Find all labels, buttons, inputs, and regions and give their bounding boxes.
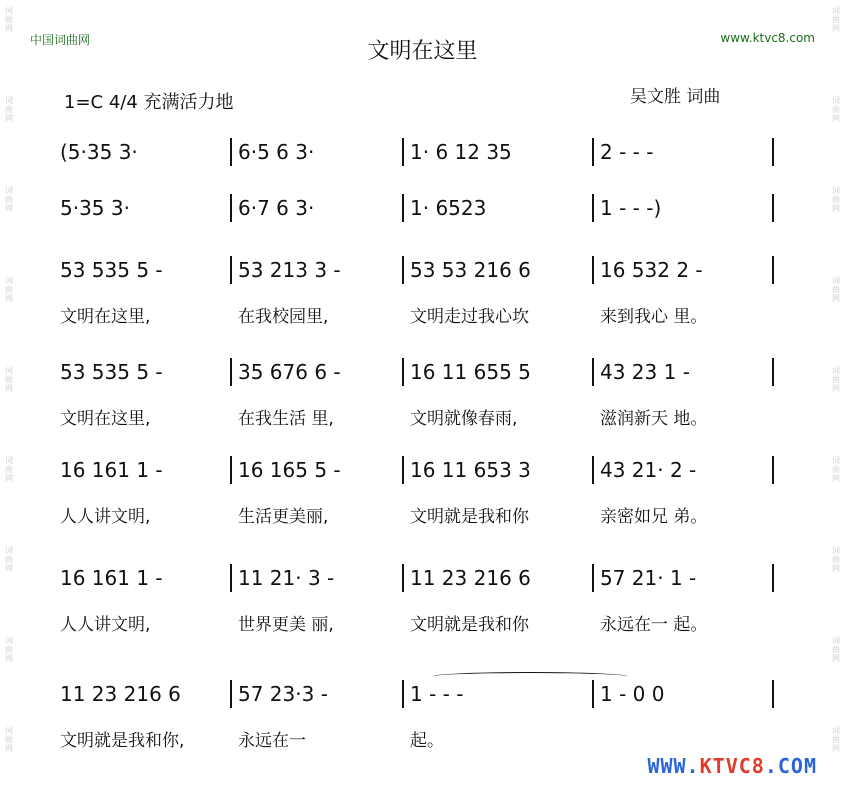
lyric-phrase: 文明就是我和你,	[60, 731, 185, 751]
lyric-phrase: 文明走过我心坎	[410, 307, 529, 327]
composer-credit: 吴文胜 词曲	[630, 87, 721, 107]
lyric-row	[60, 726, 790, 752]
side-watermark-unit: 词 曲 网	[832, 276, 840, 303]
bar-line	[772, 456, 774, 484]
measure: 35 676 6 -	[238, 360, 341, 384]
bar-line	[402, 564, 404, 592]
side-watermark-unit: 词 曲 网	[5, 366, 13, 393]
lyric-phrase: 生活更美丽,	[238, 507, 329, 527]
bar-line	[230, 456, 232, 484]
measure: 16 161 1 -	[60, 566, 163, 590]
lyric-row	[60, 302, 790, 328]
notation-row	[60, 566, 790, 598]
measure: 16 165 5 -	[238, 458, 341, 482]
bar-line	[772, 138, 774, 166]
side-watermark-unit: 词 曲 网	[832, 636, 840, 663]
lyric-phrase: 文明在这里,	[60, 307, 151, 327]
watermark-tld: .COM	[764, 754, 817, 778]
lyric-phrase: 永远在一 起。	[600, 615, 708, 635]
bar-line	[402, 194, 404, 222]
measure: 57 23·3 -	[238, 682, 328, 706]
lyric-phrase: 亲密如兄 弟。	[600, 507, 708, 527]
key-signature: 1=C 4/4 充满活力地	[64, 92, 234, 113]
measure: 11 23 216 6	[410, 566, 531, 590]
bar-line	[402, 358, 404, 386]
bar-line	[592, 680, 594, 708]
measure: 43 21· 2 -	[600, 458, 697, 482]
lyric-phrase: 滋润新天 地。	[600, 409, 708, 429]
lyric-phrase: 文明在这里,	[60, 409, 151, 429]
measure: 5·35 3·	[60, 196, 130, 220]
bar-line	[402, 256, 404, 284]
bar-line	[230, 564, 232, 592]
measure: 16 161 1 -	[60, 458, 163, 482]
side-watermark-unit: 词 曲 网	[832, 546, 840, 573]
bar-line	[592, 138, 594, 166]
watermark-logo	[647, 754, 817, 778]
measure: 1· 6523	[410, 196, 487, 220]
notation-row	[60, 458, 790, 490]
song-title: 文明在这里	[367, 39, 478, 64]
bar-line	[592, 358, 594, 386]
side-watermark-unit: 词 曲 网	[5, 186, 13, 213]
measure: (5·35 3·	[60, 140, 138, 164]
bar-line	[772, 358, 774, 386]
measure: 1· 6 12 35	[410, 140, 512, 164]
measure: 1 - - -)	[600, 196, 662, 220]
bar-line	[230, 256, 232, 284]
lyric-phrase: 人人讲文明,	[60, 615, 151, 635]
lyric-phrase: 文明就像春雨,	[410, 409, 518, 429]
bar-line	[772, 194, 774, 222]
measure: 57 21· 1 -	[600, 566, 697, 590]
bar-line	[402, 138, 404, 166]
side-watermark-unit: 词 曲 网	[832, 456, 840, 483]
bar-line	[230, 138, 232, 166]
lyric-row	[60, 502, 790, 528]
measure: 53 535 5 -	[60, 258, 163, 282]
bar-line	[402, 680, 404, 708]
measure: 53 213 3 -	[238, 258, 341, 282]
bar-line	[402, 456, 404, 484]
bar-line	[230, 358, 232, 386]
lyric-phrase: 世界更美 丽,	[238, 615, 334, 635]
site-name: 中国词曲网	[30, 33, 91, 47]
measure: 6·7 6 3·	[238, 196, 315, 220]
notation-row	[60, 196, 790, 228]
lyric-phrase: 永远在一	[238, 731, 306, 751]
bar-line	[230, 194, 232, 222]
measure: 16 11 655 5	[410, 360, 531, 384]
bar-line	[592, 194, 594, 222]
side-watermark-unit: 词 曲 网	[5, 636, 13, 663]
lyric-phrase: 人人讲文明,	[60, 507, 151, 527]
side-watermark-unit: 词 曲 网	[832, 726, 840, 753]
measure: 1 - - -	[410, 682, 464, 706]
side-watermark-unit: 词 曲 网	[5, 96, 13, 123]
bar-line	[772, 680, 774, 708]
side-watermark-unit: 词 曲 网	[832, 6, 840, 33]
notation-row	[60, 140, 790, 172]
measure: 11 21· 3 -	[238, 566, 335, 590]
measure: 2 - - -	[600, 140, 654, 164]
lyric-row	[60, 610, 790, 636]
lyric-phrase: 在我校园里,	[238, 307, 329, 327]
side-watermark-unit: 词 曲 网	[5, 546, 13, 573]
measure: 6·5 6 3·	[238, 140, 315, 164]
right-watermark-strip	[827, 0, 845, 806]
left-watermark-strip	[0, 0, 18, 806]
lyric-phrase: 文明就是我和你	[410, 615, 529, 635]
lyric-phrase: 文明就是我和你	[410, 507, 529, 527]
side-watermark-unit: 词 曲 网	[5, 726, 13, 753]
notation-row	[60, 258, 790, 290]
notation-row	[60, 360, 790, 392]
measure: 53 53 216 6	[410, 258, 531, 282]
measure: 43 23 1 -	[600, 360, 690, 384]
measure: 1 - 0 0	[600, 682, 665, 706]
lyric-row	[60, 404, 790, 430]
side-watermark-unit: 词 曲 网	[832, 96, 840, 123]
measure: 16 11 653 3	[410, 458, 531, 482]
watermark-www: WWW.	[647, 754, 700, 778]
lyric-phrase: 在我生活 里,	[238, 409, 334, 429]
bar-line	[230, 680, 232, 708]
measure: 53 535 5 -	[60, 360, 163, 384]
side-watermark-unit: 词 曲 网	[5, 6, 13, 33]
measure: 16 532 2 -	[600, 258, 703, 282]
lyric-phrase: 来到我心 里。	[600, 307, 708, 327]
tie-arc	[432, 672, 628, 681]
measure: 11 23 216 6	[60, 682, 181, 706]
side-watermark-unit: 词 曲 网	[832, 186, 840, 213]
bar-line	[772, 564, 774, 592]
side-watermark-unit: 词 曲 网	[832, 366, 840, 393]
bar-line	[592, 256, 594, 284]
side-watermark-unit: 词 曲 网	[5, 276, 13, 303]
lyric-phrase: 起。	[410, 731, 444, 751]
bar-line	[592, 456, 594, 484]
side-watermark-unit: 词 曲 网	[5, 456, 13, 483]
bar-line	[772, 256, 774, 284]
watermark-domain: KTVC8	[699, 754, 765, 778]
bar-line	[592, 564, 594, 592]
notation-row	[60, 682, 790, 714]
site-url: www.ktvc8.com	[720, 31, 815, 45]
